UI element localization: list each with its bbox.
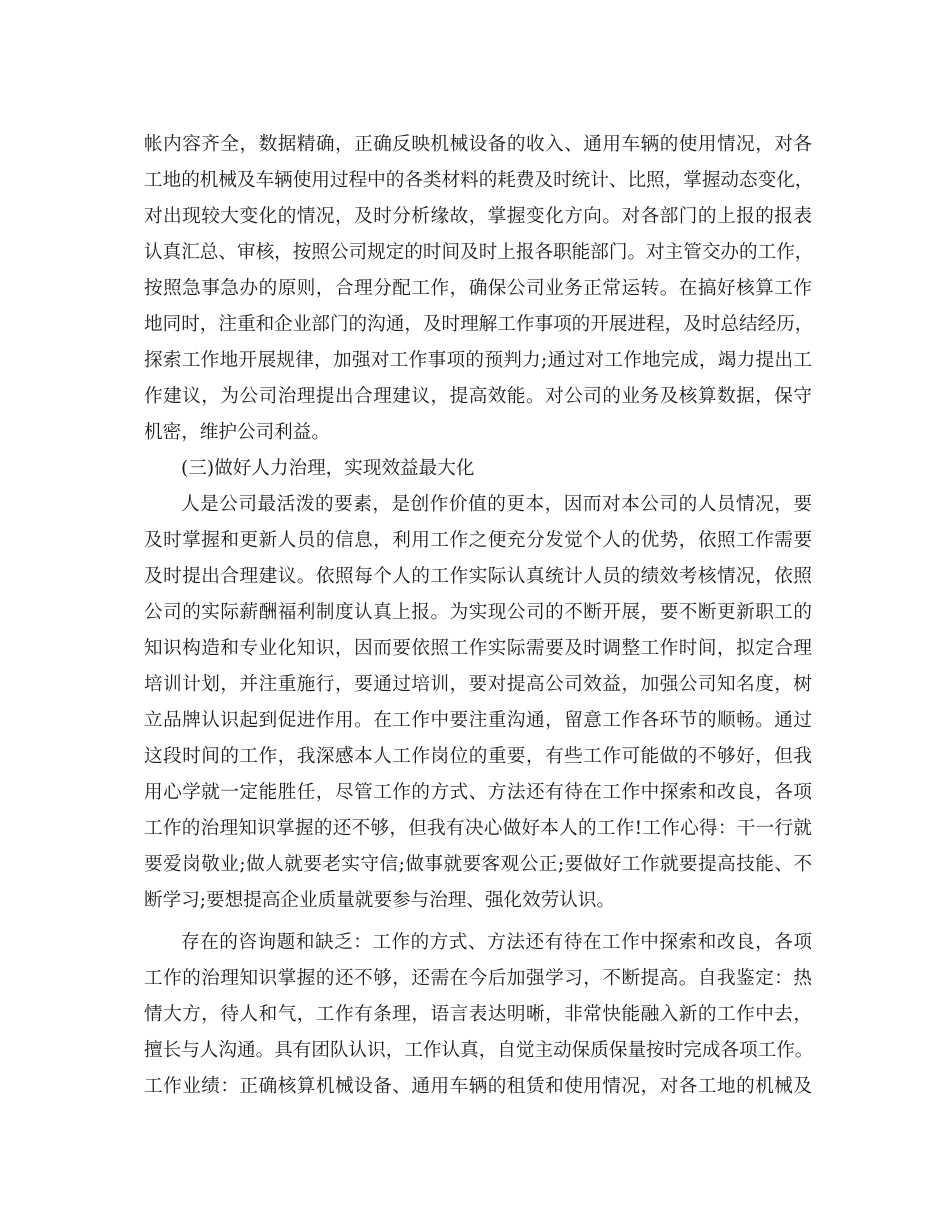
text-line: 地同时，注重和企业部门的沟通，及时理解工作事项的开展进程，及时总结经历，: [144, 314, 814, 335]
text-line: 帐内容齐全，数据精确，正确反映机械设备的收入、通用车辆的使用情况，对各: [144, 134, 812, 155]
text-line: 用心学就一定能胜任，尽管工作的方式、方法还有待在工作中探索和改良，各项: [144, 782, 812, 803]
text-line: 要爱岗敬业;做人就要老实守信;做事就要客观公正;要做好工作就要提高技能、不: [144, 854, 812, 875]
text-line: 知识构造和专业化知识，因而要依照工作实际需要及时调整工作时间，拟定合理: [144, 638, 812, 659]
text-line: 情大方，待人和气，工作有条理，语言表达明晰，非常快能融入新的工作中去，: [144, 1004, 812, 1025]
heading-line: (三)做好人力治理，实现效益最大化: [181, 458, 475, 479]
text-line: 立品牌认识起到促进作用。在工作中要注重沟通，留意工作各环节的顺畅。通过: [144, 710, 812, 731]
text-line: 断学习;要想提高企业质量就要参与治理、强化效劳认识。: [144, 890, 616, 911]
text-line: 认真汇总、审核，按照公司规定的时间及时上报各职能部门。对主管交办的工作，: [144, 242, 814, 263]
section-heading: [144, 451, 812, 487]
text-line: 机密，维护公司利益。: [144, 422, 330, 443]
text-line: 培训计划，并注重施行，要通过培训，要对提高公司效益，加强公司知名度，树: [144, 674, 812, 695]
text-line: 作建议，为公司治理提出合理建议，提高效能。对公司的业务及核算数据，保守: [144, 386, 812, 407]
paragraph-self-assessment: [144, 925, 812, 1105]
text-line: 擅长与人沟通。具有团队认识，工作认真，自觉主动保质保量按时完成各项工作。: [144, 1040, 814, 1061]
text-line: 按照急事急办的原则，合理分配工作，确保公司业务正常运转。在搞好核算工作: [144, 278, 812, 299]
text-line: 人是公司最活泼的要素，是创作价值的更本，因而对本公司的人员情况，要: [181, 494, 812, 515]
text-line: 这段时间的工作，我深感本人工作岗位的重要，有些工作可能做的不够好，但我: [144, 746, 812, 767]
paragraph-equipment-accounting: [144, 127, 812, 451]
text-line: 及时提出合理建议。依照每个人的工作实际认真统计人员的绩效考核情况，依照: [144, 566, 812, 587]
paragraph-human-resources: [144, 487, 812, 919]
text-line: 工作的治理知识掌握的还不够，但我有决心做好本人的工作!工作心得：干一行就: [144, 818, 812, 839]
text-line: 存在的咨询题和缺乏：工作的方式、方法还有待在工作中探索和改良，各项: [181, 932, 812, 953]
text-line: 工作业绩：正确核算机械设备、通用车辆的租赁和使用情况，对各工地的机械及: [144, 1076, 812, 1097]
text-line: 工地的机械及车辆使用过程中的各类材料的耗费及时统计、比照，掌握动态变化，: [144, 170, 814, 191]
text-line: 工作的治理知识掌握的还不够，还需在今后加强学习，不断提高。自我鉴定：热: [144, 968, 812, 989]
text-line: 探索工作地开展规律，加强对工作事项的预判力;通过对工作地完成，竭力提出工: [144, 350, 812, 371]
text-line: 及时掌握和更新人员的信息，利用工作之便充分发觉个人的优势，依照工作需要: [144, 530, 812, 551]
document-body: [144, 127, 812, 1105]
text-line: 对出现较大变化的情况，及时分析缘故，掌握变化方向。对各部门的上报的报表: [144, 206, 812, 227]
text-line: 公司的实际薪酬福利制度认真上报。为实现公司的不断开展，要不断更新职工的: [144, 602, 812, 623]
